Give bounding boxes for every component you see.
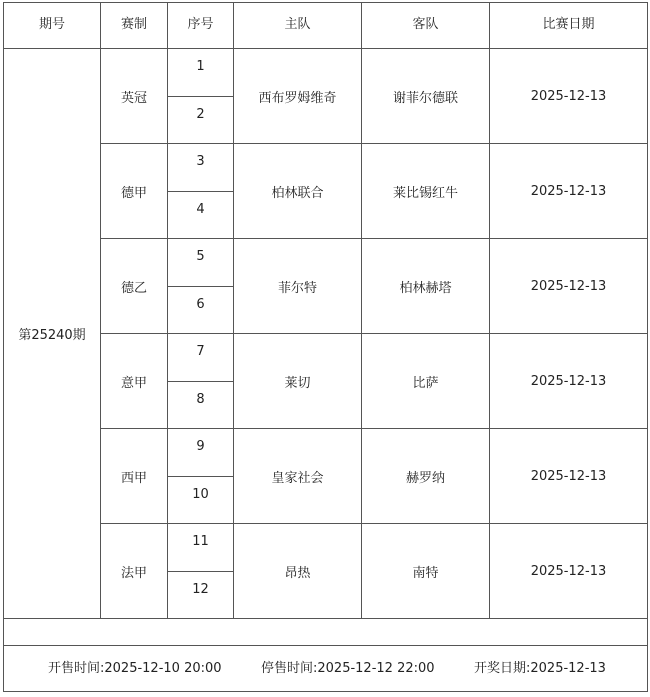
home-team-cell: 菲尔特 [234,239,362,334]
seq-cell: 10 [168,477,234,524]
seq-cell: 6 [168,287,234,334]
sale-start [48,657,222,676]
home-team-cell: 莱切 [234,334,362,429]
away-team-cell: 莱比锡红牛 [362,144,490,239]
footer-row [4,646,648,692]
home-team-cell: 西布罗姆维奇 [234,49,362,144]
draw-date-value: 2025-12-13 [530,661,606,676]
away-team-cell: 赫罗纳 [362,429,490,524]
away-team-cell: 比萨 [362,334,490,429]
schedule-table [3,2,648,692]
footer-cell [4,646,648,692]
header-date: 比赛日期 [490,3,648,49]
spacer-cell [4,619,648,646]
away-team-cell: 谢菲尔德联 [362,49,490,144]
seq-cell: 7 [168,334,234,382]
table-row [4,49,648,97]
header-home: 主队 [234,3,362,49]
draw-date [474,657,606,676]
match-date-cell: 2025-12-13 [490,334,648,429]
period-cell: 第25240期 [4,49,101,619]
draw-date-label: 开奖日期: [474,661,531,676]
header-period: 期号 [4,3,101,49]
home-team-cell: 皇家社会 [234,429,362,524]
table-row [4,144,648,192]
sale-stop [261,657,435,676]
table-row [4,334,648,382]
league-cell: 德乙 [101,239,168,334]
match-date-cell: 2025-12-13 [490,429,648,524]
table-row [4,239,648,287]
match-date-cell: 2025-12-13 [490,49,648,144]
seq-cell: 8 [168,382,234,429]
table-row [4,429,648,477]
header-away: 客队 [362,3,490,49]
seq-cell: 9 [168,429,234,477]
seq-cell: 11 [168,524,234,572]
league-cell: 德甲 [101,144,168,239]
sale-start-label: 开售时间: [48,661,105,676]
sale-start-value: 2025-12-10 20:00 [104,661,222,676]
header-seq: 序号 [168,3,234,49]
league-cell: 英冠 [101,49,168,144]
table-row [4,524,648,572]
seq-cell: 12 [168,572,234,619]
seq-cell: 3 [168,144,234,192]
away-team-cell: 柏林赫塔 [362,239,490,334]
home-team-cell: 昂热 [234,524,362,619]
home-team-cell: 柏林联合 [234,144,362,239]
league-cell: 西甲 [101,429,168,524]
header-league: 赛制 [101,3,168,49]
match-date-cell: 2025-12-13 [490,239,648,334]
spacer-row [4,619,648,646]
away-team-cell: 南特 [362,524,490,619]
league-cell: 意甲 [101,334,168,429]
match-date-cell: 2025-12-13 [490,524,648,619]
header-row [4,3,648,49]
sale-stop-value: 2025-12-12 22:00 [317,661,435,676]
sale-stop-label: 停售时间: [261,661,318,676]
seq-cell: 2 [168,97,234,144]
league-cell: 法甲 [101,524,168,619]
seq-cell: 5 [168,239,234,287]
match-date-cell: 2025-12-13 [490,144,648,239]
seq-cell: 1 [168,49,234,97]
seq-cell: 4 [168,192,234,239]
